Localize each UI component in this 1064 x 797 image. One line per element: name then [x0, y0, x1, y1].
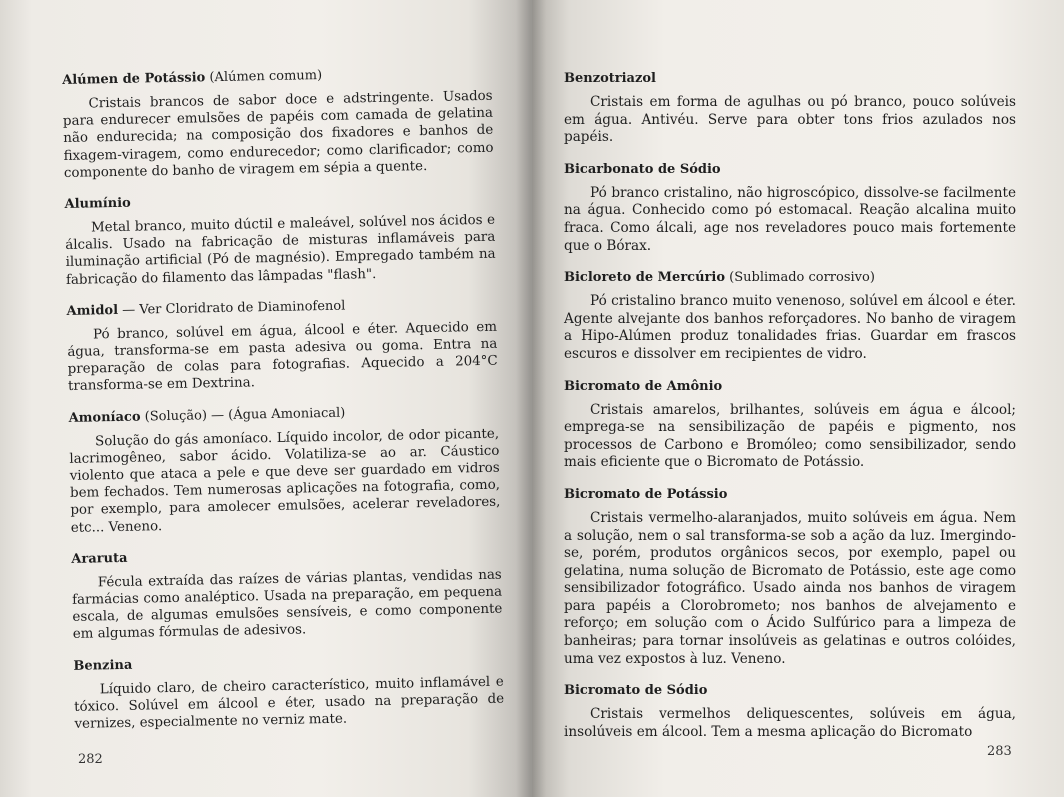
- entry-note: (Sublimado corrosivo): [729, 270, 875, 286]
- entry-term: Bicromato de Amônio: [564, 378, 723, 394]
- entry-heading: [564, 486, 1016, 504]
- entry-term: Benzina: [73, 657, 133, 674]
- entry-description: Cristais vermelho-alaranjados, muito solúveis em água. Nem a solução, nem o sal transforma-se sob a ação da luz. Imergindo-se, porém, produtos orgânicos secos, por exemplo, papel ou gelatina, numa solução de Bicromato de Potássio, este age como sensibilizador fotográfico. Usado ainda nos banhos de viragem para papéis a Clorobrometo; nos banhos de alvejamento e reforço; em solução com o Ácido Sulfúrico para a limpeza de banheiras; para tornar insolúveis as gelatinas e outros colóides, uma vez expostos à luz. Veneno.: [564, 509, 1016, 667]
- entry-term: Bicloreto de Mercúrio: [564, 270, 725, 286]
- book-gutter-shadow: [516, 0, 546, 797]
- glossary-entry: [564, 486, 1016, 668]
- page-number: 282: [78, 752, 103, 767]
- glossary-entry: [564, 269, 1016, 363]
- right-page-content: [564, 70, 1016, 755]
- entry-description: Cristais em forma de agulhas ou pó branco, pouco solúveis em água. Antivéu. Serve para obter tons frios azulados nos papéis.: [564, 94, 1016, 146]
- entry-note: — Ver Cloridrato de Diaminofenol: [122, 298, 346, 318]
- entry-heading: [564, 161, 1016, 179]
- entry-heading: [564, 682, 1016, 700]
- entry-description: Cristais vermelhos deliquescentes, solúveis em água, insolúveis em álcool. Tem a mesma aplicação do Bicromato: [564, 706, 1016, 740]
- glossary-entry: [564, 682, 1016, 741]
- entry-heading: [564, 269, 1016, 287]
- glossary-entry: [564, 70, 1016, 147]
- glossary-entry: [564, 161, 1016, 255]
- entry-description: Líquido claro, de cheiro característico, muito inflamável e tóxico. Solúvel em álcool e éter, usado na preparação de vernizes, especialmente no verniz mate.: [74, 674, 505, 732]
- glossary-entry: [64, 188, 496, 289]
- entry-description: Solução do gás amoníaco. Líquido incolor, de odor picante, lacrimogêneo, sabor ácido. Volatiliza-se ao ar. Cáustico violento que ataca a pele e que deve ser guardado em vidros bem fechados. Tem numerosas aplicações na fotografia, como, por exemplo, para amolecer emulsões, acelerar reveladores, etc... Veneno.: [69, 426, 501, 536]
- entry-heading: [564, 70, 1016, 88]
- right-page: [532, 0, 1064, 797]
- entry-heading: [71, 543, 501, 569]
- entry-term: Amidol: [66, 302, 119, 319]
- glossary-entry: [68, 401, 500, 536]
- glossary-entry: [564, 378, 1016, 472]
- entry-description: Cristais amarelos, brilhantes, solúveis em água e álcool; emprega-se na sensibilização de papéis e pigmento, nos processos de Carbono e Bromóleo; como sensibilizador, sendo mais eficiente que o Bicromato de Potássio.: [564, 401, 1016, 471]
- entry-note: (Solução) — (Água Amoniacal): [144, 405, 346, 425]
- page-number: 283: [987, 744, 1012, 759]
- entry-description: Pó branco cristalino, não higroscópico, dissolve-se facilmente na água. Conhecido como pó estomacal. Reação alcalina muito fraca. Como álcali, age nos reveladores pouco mais fortemente que o Bórax.: [564, 184, 1016, 254]
- entry-heading: [66, 295, 496, 321]
- entry-term: Bicromato de Potássio: [564, 486, 728, 502]
- entry-description: Pó cristalino branco muito venenoso, solúvel em álcool e éter. Agente alvejante dos banhos reforçadores. No banho de viragem a Hipo-Alúmen produz tonalidades frias. Guardar em frascos escuros e dissolver em recipientes de vidro.: [564, 293, 1016, 362]
- entry-heading: [64, 188, 494, 214]
- entry-heading: [564, 378, 1016, 396]
- entry-heading: [62, 64, 492, 90]
- entry-heading: [68, 401, 498, 427]
- entry-term: Benzotriazol: [564, 71, 656, 86]
- glossary-entry: [66, 295, 498, 396]
- entry-term: Amoníaco: [68, 409, 141, 426]
- glossary-entry: [71, 543, 503, 644]
- entry-term: Bicarbonato de Sódio: [564, 161, 721, 177]
- glossary-entry: [62, 64, 494, 182]
- entry-description: Cristais brancos de sabor doce e adstringente. Usados para endurecer emulsões de papéis com camada de gelatina não endurecida; na composição dos fixadores e banhos de fixagem-viragem, como endurecedor; como clarificador; como componente do banho de viragem em sépia a quente.: [62, 88, 494, 181]
- entry-heading: [73, 649, 503, 675]
- entry-term: Bicromato de Sódio: [564, 683, 708, 699]
- entry-description: Fécula extraída das raízes de várias plantas, vendidas nas farmácias como analéptico. Usada na preparação, em pequena escala, de algumas emulsões sensíveis, e como componente em algumas fórmulas de adesivos.: [72, 567, 503, 643]
- entry-term: Araruta: [71, 550, 128, 567]
- glossary-entry: [73, 649, 504, 733]
- entry-term: Alumínio: [64, 195, 131, 212]
- entry-term: Alúmen de Potássio: [62, 70, 206, 88]
- left-page-content: [62, 64, 505, 747]
- entry-note: (Alúmen comum): [209, 68, 323, 86]
- entry-description: Pó branco, solúvel em água, álcool e éter. Aquecido em água, transforma-se em pasta adesiva ou goma. Entra na preparação de colas para fotografias. Aquecido a 204°C transforma-se em Dextrina.: [67, 319, 498, 395]
- entry-description: Metal branco, muito dúctil e maleável, solúvel nos ácidos e álcalis. Usado na fabricação de misturas inflamáveis para iluminação artificial (Pó de magnésio). Empregado também na fabricação do filamento das lâmpadas "flash".: [65, 212, 496, 288]
